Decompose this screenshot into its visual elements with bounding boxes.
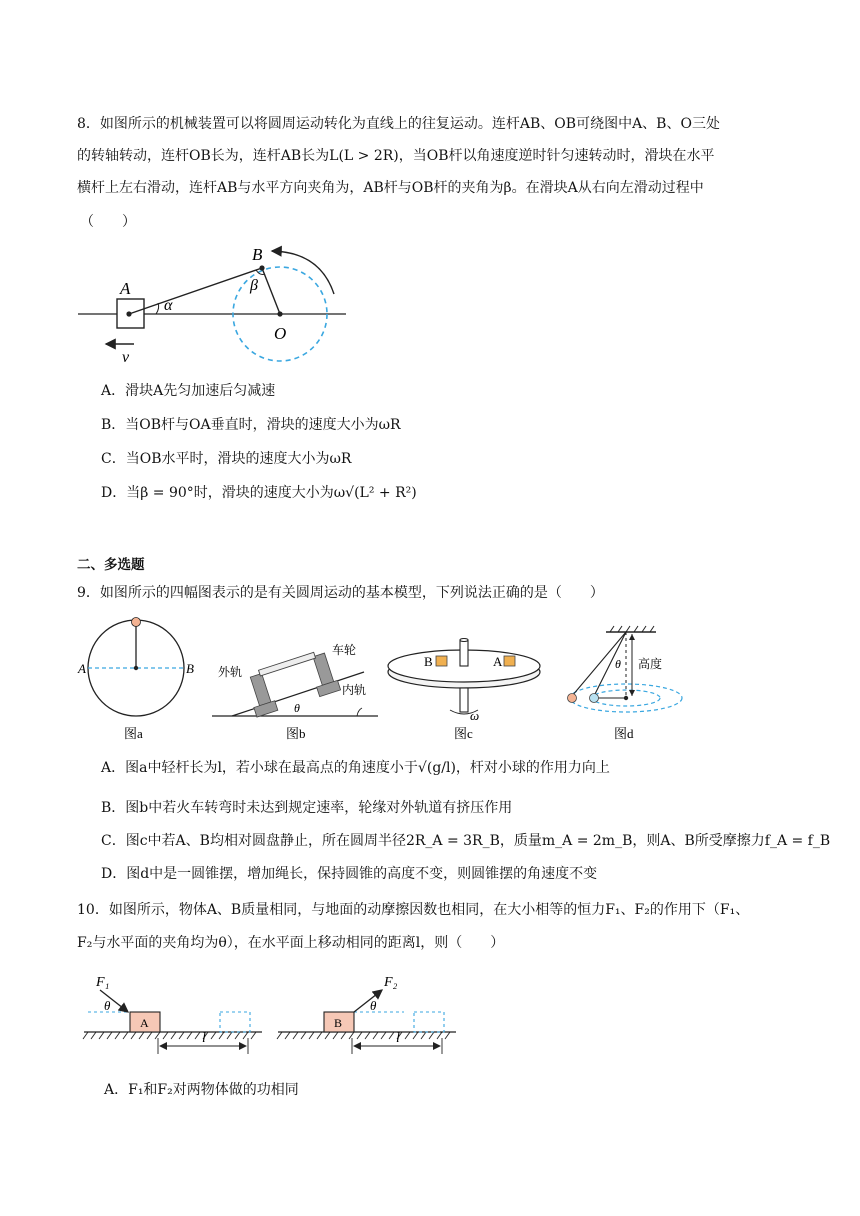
q9-option-b: B．图b中若火车转弯时未达到规定速率，轮缘对外轨道有挤压作用 (101, 800, 513, 816)
q9-figure-d (562, 610, 692, 744)
q8-option-a: A．滑块A先匀加速后匀减速 (101, 383, 276, 399)
svg-text:l: l (396, 1031, 400, 1046)
svg-text:A: A (493, 654, 503, 669)
svg-text:F₂: F₂ (384, 975, 398, 990)
svg-text:A: A (140, 1016, 149, 1030)
caption-a: 图a (124, 726, 143, 741)
caption-d: 图d (614, 726, 634, 741)
svg-text:B: B (334, 1016, 343, 1030)
svg-text:B: B (424, 654, 433, 669)
label-o: O (274, 324, 287, 343)
q8-answer-blank: （ ） (80, 214, 136, 230)
q8-option-b: B．当OB杆与OA垂直时，滑块的速度大小为ωR (101, 417, 401, 433)
svg-text:车轮: 车轮 (332, 643, 357, 657)
q8-stem-line-3: 横杆上左右滑动，连杆AB与水平方向夹角为，AB杆与OB杆的夹角为β。在滑块A从右向左滑动过程中 (77, 180, 704, 196)
q10-figure (82, 966, 462, 1062)
svg-text:θ: θ (104, 998, 111, 1013)
q9-option-d: D．图d中是一圆锥摆，增加绳长，保持圆锥的高度不变，则圆锥摆的角速度不变 (101, 866, 598, 882)
label-beta: β (250, 277, 258, 294)
svg-text:高度: 高度 (638, 657, 663, 671)
rod-ob (262, 268, 280, 314)
q8-option-c: C．当OB水平时，滑块的速度大小为ωR (101, 451, 352, 467)
q8-figure (76, 238, 376, 368)
svg-text:θ: θ (370, 998, 377, 1013)
q9-stem: 9．如图所示的四幅图表示的是有关圆周运动的基本模型，下列说法正确的是（ ） (77, 585, 604, 601)
svg-text:A: A (78, 661, 86, 676)
svg-text:ω: ω (470, 708, 480, 723)
svg-text:内轨: 内轨 (342, 683, 367, 697)
svg-text:外轨: 外轨 (218, 665, 243, 679)
svg-text:B: B (186, 661, 194, 676)
q8-option-d: D．当β = 90°时，滑块的速度大小为ω√(L² + R²) (101, 485, 417, 501)
svg-text:l: l (202, 1031, 206, 1046)
q9-option-a: A．图a中轻杆长为l，若小球在最高点的角速度小于√(g/l)，杆对小球的作用力向上 (101, 760, 610, 776)
q10-stem-line-2: F₂与水平面的夹角均为θ），在水平面上移动相同的距离l，则（ ） (77, 935, 505, 951)
q9-figure-b (212, 614, 380, 744)
q10-stem-line-1: 10．如图所示，物体A、B质量相同，与地面的动摩擦因数也相同，在大小相等的恒力F₁、F₂的作用下（F₁、 (77, 902, 750, 918)
q9-figure-a (76, 614, 198, 744)
label-alpha: α (164, 297, 173, 314)
q10-option-a: A．F₁和F₂对两物体做的功相同 (104, 1082, 299, 1098)
svg-text:θ: θ (294, 701, 300, 715)
rod-ab (129, 268, 262, 314)
svg-text:F₁: F₁ (96, 975, 110, 990)
label-v: v (122, 349, 130, 366)
q9-option-c: C．图c中若A、B均相对圆盘静止，所在圆周半径2R_A = 3R_B，质量m_A = 2m_B，则A、B所受摩擦力f_A = f_B (101, 833, 831, 849)
q9-figure-c (384, 610, 544, 744)
q8-stem-line-1: 8．如图所示的机械装置可以将圆周运动转化为直线上的往复运动。连杆AB、OB可绕图中A、B、O三处 (77, 116, 720, 132)
label-a: A (120, 279, 131, 298)
section-title: 二、多选题 (77, 557, 145, 573)
svg-text:θ: θ (615, 657, 621, 671)
label-b: B (252, 245, 263, 264)
caption-b: 图b (286, 726, 306, 741)
caption-c: 图c (454, 726, 473, 741)
q8-stem-line-2: 的转轴转动，连杆OB长为，连杆AB长为L(L > 2R)，当OB杆以角速度逆时针匀速转动时，滑块在水平 (77, 148, 715, 164)
